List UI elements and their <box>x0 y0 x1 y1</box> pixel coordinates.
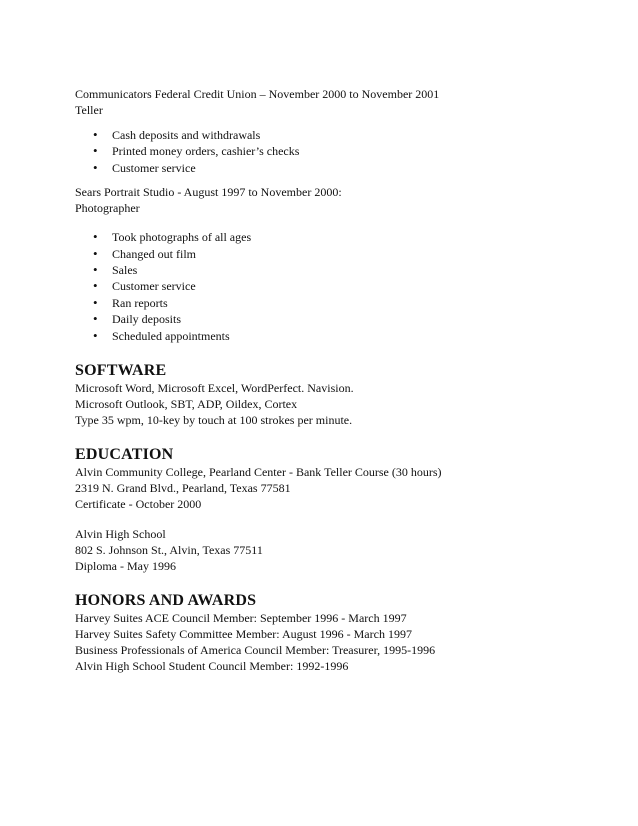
education-line: 2319 N. Grand Blvd., Pearland, Texas 77581 <box>75 481 291 496</box>
job-duties-list <box>75 127 595 176</box>
job-role: Photographer <box>75 201 140 216</box>
bullet-icon: • <box>93 245 98 261</box>
resume-page <box>75 86 595 674</box>
section-heading-education: EDUCATION <box>75 446 174 464</box>
bullet-icon: • <box>93 327 98 343</box>
list-item: • Printed money orders, cashier’s checks <box>93 143 300 159</box>
list-item: • Took photographs of all ages <box>93 229 252 245</box>
list-item: • Sales <box>93 262 138 278</box>
software-section <box>75 362 595 428</box>
education-line: 802 S. Johnson St., Alvin, Texas 77511 <box>75 543 263 558</box>
list-item: • Customer service <box>93 159 196 175</box>
job-duties-list <box>75 229 595 344</box>
software-line: Microsoft Outlook, SBT, ADP, Oildex, Cortex <box>75 397 298 412</box>
bullet-icon: • <box>93 294 98 310</box>
section-heading-software: SOFTWARE <box>75 362 167 380</box>
education-section <box>75 446 595 574</box>
bullet-icon: • <box>93 159 98 175</box>
job-entry-sears <box>75 184 595 344</box>
education-line: Alvin Community College, Pearland Center - Bank Teller Course (30 hours) <box>75 465 442 480</box>
software-line: Type 35 wpm, 10-key by touch at 100 strokes per minute. <box>75 413 353 428</box>
bullet-icon: • <box>93 229 98 245</box>
honors-section <box>75 592 595 674</box>
list-item: • Ran reports <box>93 294 168 310</box>
bullet-icon: • <box>93 127 98 142</box>
education-line: Diploma - May 1996 <box>75 559 176 574</box>
education-entry <box>75 464 595 512</box>
bullet-icon: • <box>93 278 98 294</box>
job-title: Sears Portrait Studio - August 1997 to November 2000: <box>75 185 342 200</box>
job-role: Teller <box>75 103 103 117</box>
job-title: Communicators Federal Credit Union – November 2000 to November 2001 <box>75 87 440 101</box>
list-item: • Daily deposits <box>93 311 181 327</box>
education-entry <box>75 526 595 574</box>
honor-line: Alvin High School Student Council Member: 1992-1996 <box>75 659 349 674</box>
honor-line: Harvey Suites ACE Council Member: September 1996 - March 1997 <box>75 611 407 626</box>
list-item: • Cash deposits and withdrawals <box>93 127 261 142</box>
list-item: • Customer service <box>93 278 196 294</box>
education-line: Alvin High School <box>75 527 166 542</box>
job-entry-credit-union <box>75 86 595 176</box>
honor-line: Business Professionals of America Council Member: Treasurer, 1995-1996 <box>75 643 436 658</box>
software-line: Microsoft Word, Microsoft Excel, WordPerfect. Navision. <box>75 381 354 396</box>
bullet-icon: • <box>93 311 98 327</box>
bullet-icon: • <box>93 143 98 159</box>
list-item: • Scheduled appointments <box>93 327 230 343</box>
list-item: • Changed out film <box>93 245 196 261</box>
bullet-icon: • <box>93 262 98 278</box>
education-line: Certificate - October 2000 <box>75 497 202 512</box>
section-heading-honors: HONORS AND AWARDS <box>75 592 257 610</box>
honor-line: Harvey Suites Safety Committee Member: August 1996 - March 1997 <box>75 627 412 642</box>
